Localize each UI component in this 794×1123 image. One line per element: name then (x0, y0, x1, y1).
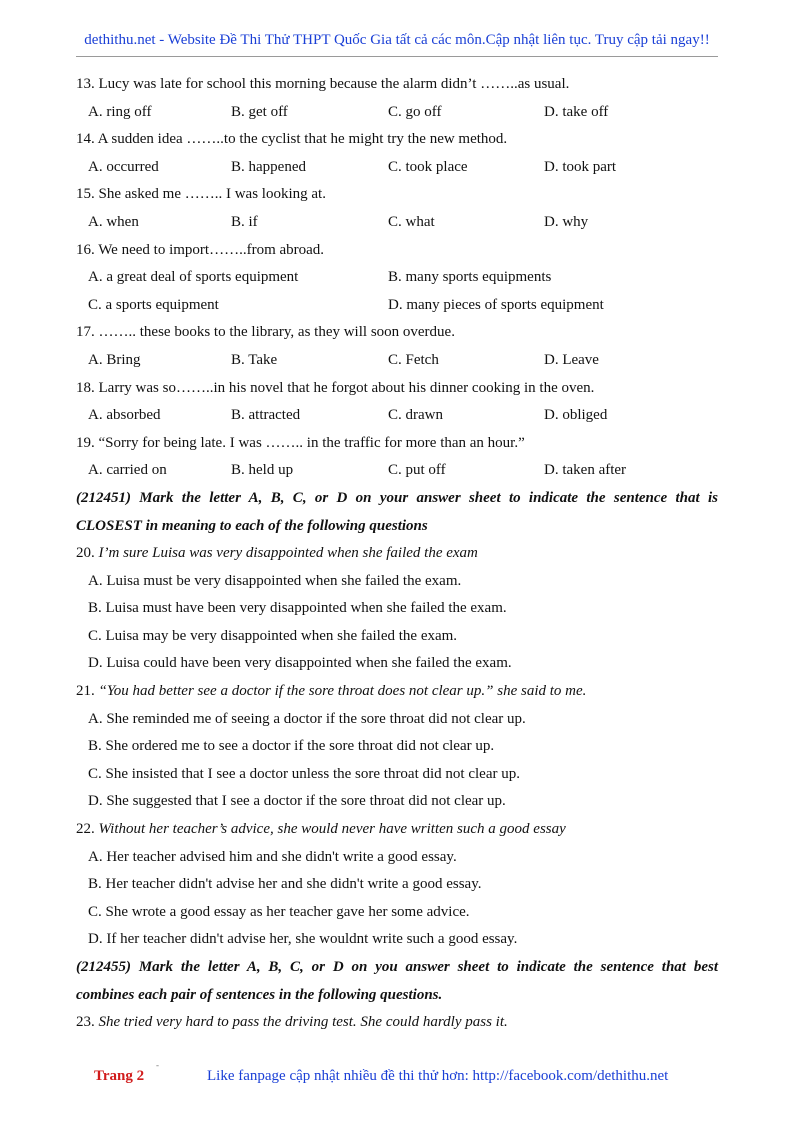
option-d: D. many pieces of sports equipment (388, 296, 604, 313)
option-b: B. Take (231, 351, 278, 368)
fanpage-link[interactable]: Like fanpage cập nhật nhiều đề thi thử hơn: http://facebook.com/dethithu.net (207, 1068, 669, 1084)
option-a: A. Luisa must be very disappointed when she failed the exam. (88, 572, 462, 589)
question-13-options (76, 99, 718, 127)
option-a: A. carried on (88, 462, 167, 479)
question-19-options (76, 457, 718, 485)
option-b: B. Her teacher didn't advise her and she didn't write a good essay. (88, 876, 482, 893)
exam-content (76, 71, 718, 1037)
question-sentence: “You had better see a doctor if the sore throat does not clear up.” she said to me. (98, 683, 587, 700)
option-b: B. held up (231, 462, 294, 479)
option-b: B. if (231, 213, 258, 230)
option-c: C. drawn (388, 407, 443, 424)
question-18-stem: 18. Larry was so……..in his novel that he forgot about his dinner cooking in the oven. (76, 379, 595, 396)
question-15-options (76, 209, 718, 237)
option-b: B. Luisa must have been very disappointed when she failed the exam. (88, 600, 507, 617)
question-number: 22. (76, 821, 95, 838)
option-a: A. when (88, 213, 139, 230)
option-c: C. go off (388, 103, 442, 120)
header-divider (76, 56, 718, 57)
question-17-options (76, 347, 718, 375)
question-number: 20. (76, 545, 95, 562)
option-c: C. what (388, 213, 435, 230)
option-b: B. get off (231, 103, 288, 120)
page-number: Trang 2 (94, 1068, 145, 1084)
question-22-stem (76, 816, 718, 844)
option-c: C. put off (388, 462, 446, 479)
option-d: D. took part (544, 158, 617, 175)
option-d: D. She suggested that I see a doctor if the sore throat did not clear up. (88, 793, 506, 810)
question-14-stem: 14. A sudden idea ……..to the cyclist that he might try the new method. (76, 131, 508, 148)
option-d: D. Leave (544, 351, 599, 368)
option-b: B. many sports equipments (388, 269, 552, 286)
question-number: 23. (76, 1014, 95, 1031)
option-a: A. Bring (88, 351, 141, 368)
option-b: B. happened (231, 158, 306, 175)
question-sentence: She tried very hard to pass the driving test. She could hardly pass it. (98, 1014, 508, 1031)
option-d: D. taken after (544, 462, 627, 479)
option-a: A. occurred (88, 158, 159, 175)
option-c: C. Luisa may be very disappointed when she failed the exam. (88, 627, 458, 644)
option-b: B. She ordered me to see a doctor if the sore throat did not clear up. (88, 738, 495, 755)
option-c: C. a sports equipment (88, 296, 219, 313)
question-23-stem (76, 1009, 718, 1037)
option-c: C. took place (388, 158, 468, 175)
question-14-options (76, 154, 718, 182)
question-17-stem: 17. …….. these books to the library, as they will soon overdue. (76, 324, 455, 341)
option-d: D. why (544, 213, 589, 230)
option-d: D. Luisa could have been very disappointed when she failed the exam. (88, 655, 512, 672)
option-a: A. absorbed (88, 407, 161, 424)
option-d: D. If her teacher didn't advise her, she wouldnt write such a good essay. (88, 931, 518, 948)
section-instruction-line-1: (212455) Mark the letter A, B, C, or D on you answer sheet to indicate the sentence that best (76, 959, 718, 975)
option-d: D. take off (544, 103, 609, 120)
option-c: C. Fetch (388, 351, 439, 368)
option-b: B. attracted (231, 407, 301, 424)
question-number: 21. (76, 683, 95, 700)
option-a: A. a great deal of sports equipment (88, 269, 299, 286)
option-c: C. She wrote a good essay as her teacher gave her some advice. (88, 903, 470, 920)
site-header: dethithu.net - Website Đề Thi Thử THPT Quốc Gia tất cả các môn.Cập nhật liên tục. Truy cập tải ngay!! (84, 32, 710, 48)
question-15-stem: 15. She asked me …….. I was looking at. (76, 186, 326, 203)
section-instruction-line-2: CLOSEST in meaning to each of the following questions (76, 517, 428, 534)
option-a: A. She reminded me of seeing a doctor if the sore throat did not clear up. (88, 710, 526, 727)
question-sentence: Without her teacher’s advice, she would never have written such a good essay (98, 821, 566, 838)
question-16-stem: 16. We need to import……..from abroad. (76, 241, 325, 258)
question-21-stem (76, 678, 718, 706)
section-instruction-line-1: (212451) Mark the letter A, B, C, or D on your answer sheet to indicate the sentence that is (76, 489, 718, 506)
footer-mark: - (156, 1060, 159, 1070)
question-16-options-row-1 (76, 264, 718, 292)
question-20-stem (76, 540, 718, 568)
option-a: A. Her teacher advised him and she didn't write a good essay. (88, 848, 457, 865)
question-sentence: I’m sure Luisa was very disappointed when she failed the exam (98, 545, 478, 562)
question-16-options-row-2 (76, 292, 718, 320)
question-13-stem: 13. Lucy was late for school this morning because the alarm didn’t ……..as usual. (76, 76, 570, 92)
option-c: C. She insisted that I see a doctor unless the sore throat did not clear up. (88, 765, 520, 782)
section-instruction-line-2: combines each pair of sentences in the following questions. (76, 986, 443, 1003)
option-a: A. ring off (88, 103, 152, 120)
option-d: D. obliged (544, 407, 608, 424)
question-18-options (76, 402, 718, 430)
question-19-stem: 19. “Sorry for being late. I was …….. in the traffic for more than an hour.” (76, 434, 525, 451)
